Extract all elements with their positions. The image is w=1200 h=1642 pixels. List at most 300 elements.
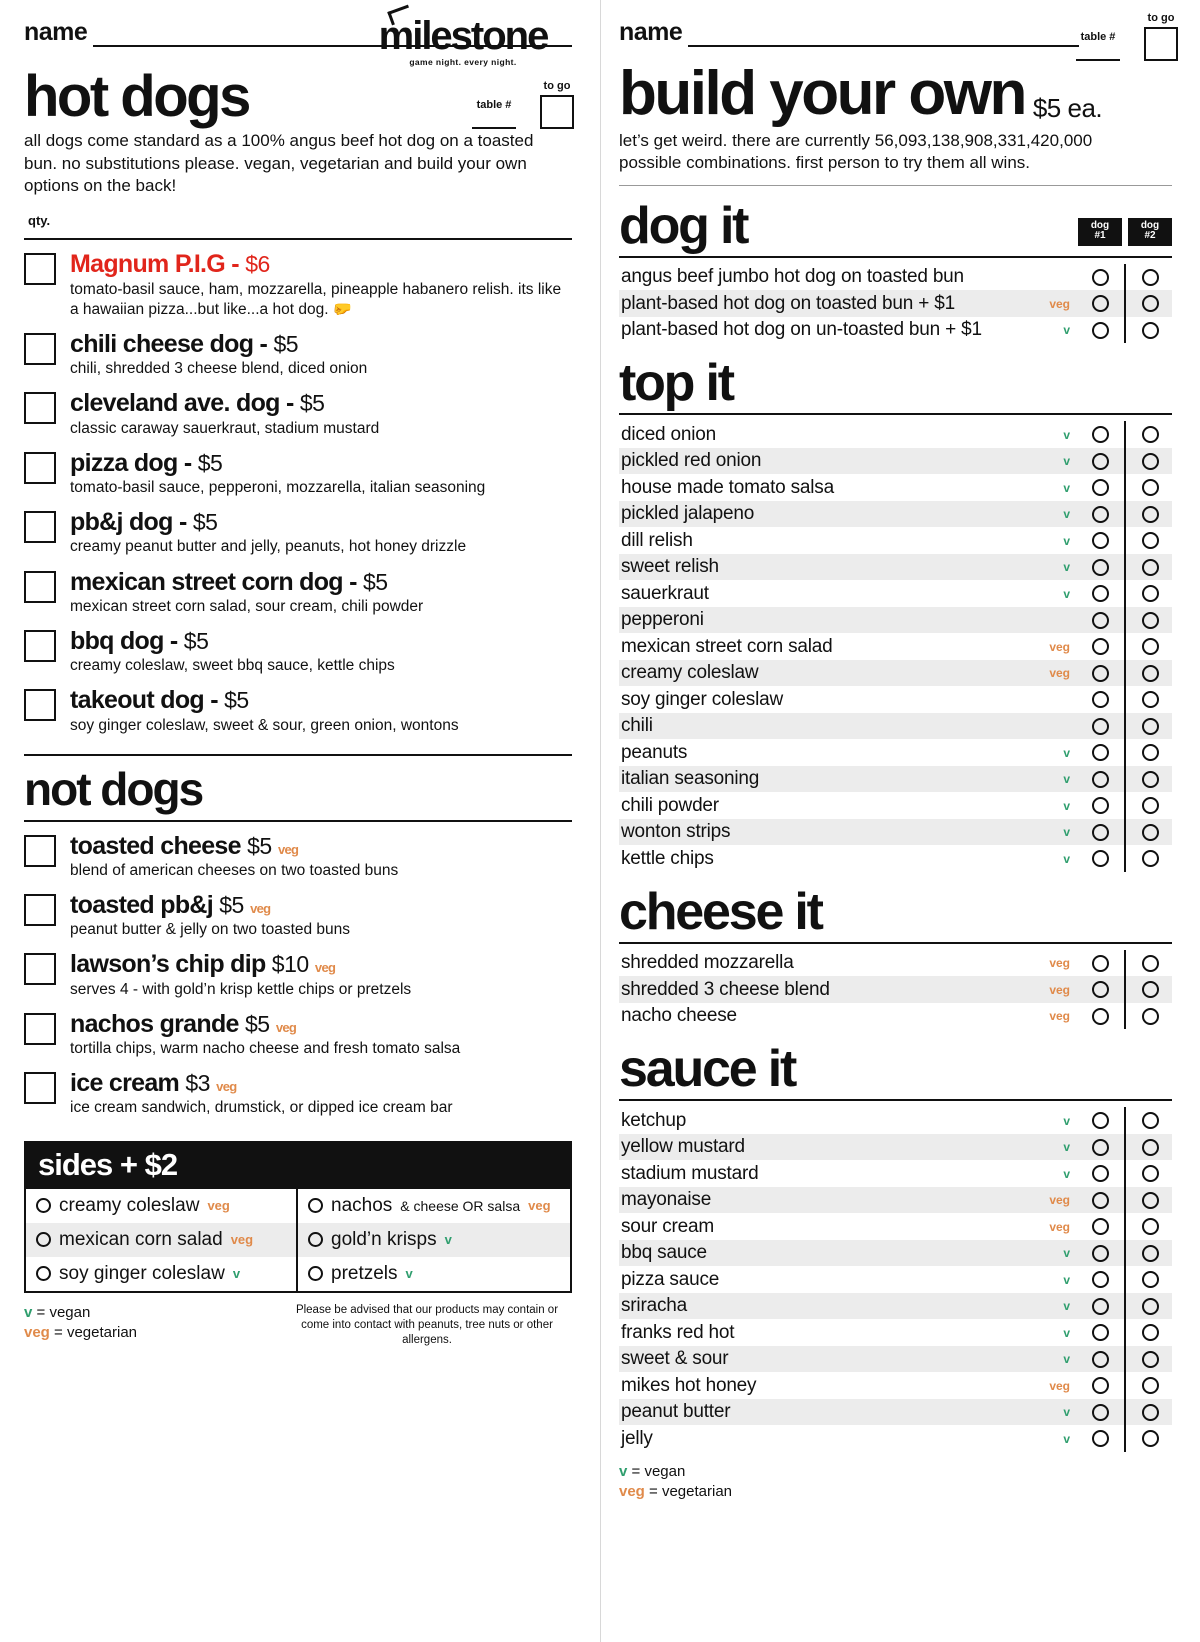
dog-2-bubble[interactable] [1128,1165,1172,1182]
option-list [619,1107,1172,1452]
side-extra: & cheese OR salsa [400,1197,521,1214]
build-option-row [619,1399,1172,1426]
column-divider [1124,448,1126,475]
dog-1-bubble[interactable] [1078,850,1122,867]
item-price: $3 [185,1070,210,1097]
item-price: $5 [247,832,272,859]
dog-2-bubble[interactable] [1128,585,1172,602]
column-divider [1124,421,1126,448]
name-input-line[interactable] [688,25,1079,47]
name-label: name [619,18,683,46]
option-diet-tag: v [1063,1166,1070,1181]
not-dogs-list [24,833,572,1119]
item-price: $6 [245,251,270,278]
item-checkbox[interactable] [24,1072,56,1104]
build-option-row [619,713,1172,740]
column-divider [1124,633,1126,660]
side-radio[interactable] [308,1198,323,1213]
column-divider [1124,1134,1126,1161]
item-description: peanut butter & jelly on two toasted buns [70,921,351,939]
dog-1-bubble[interactable] [1078,1404,1122,1421]
option-label: pepperoni [621,609,704,631]
option-diet-tag: v [1063,745,1070,760]
dog-1-bubble[interactable] [1078,532,1122,549]
dog-1-bubble[interactable] [1078,1245,1122,1262]
dog-2-bubble[interactable] [1128,1404,1172,1421]
side-label: pretzels [331,1262,398,1284]
column-divider [1124,1160,1126,1187]
item-description: chili, shredded 3 cheese blend, diced onion [70,360,368,378]
menu-item [24,833,572,881]
item-name: nachos grande $5 veg [70,1009,297,1038]
item-diet-tag: veg [275,1019,297,1035]
dog-2-bubble[interactable] [1128,1377,1172,1394]
dog-2-bubble[interactable] [1128,824,1172,841]
qty-label: qty. [28,213,51,229]
dog-1-bubble[interactable] [1078,1351,1122,1368]
option-diet-tag: v [1063,533,1070,548]
column-divider [1124,474,1126,501]
name-label: name [24,18,88,46]
build-option-row [619,1107,1172,1134]
build-option-row [619,1266,1172,1293]
dog-1-bubble[interactable] [1078,691,1122,708]
dog-2-column-header: dog #2 [1128,218,1172,246]
option-diet-tag: v [1063,1405,1070,1420]
dog-2-bubble[interactable] [1128,532,1172,549]
brand-logo [378,16,548,67]
divider [619,185,1172,186]
item-description: creamy coleslaw, sweet bbq sauce, kettle chips [70,657,395,675]
option-label: shredded 3 cheese blend [621,978,830,1000]
build-option-row [619,1213,1172,1240]
legend-vegan-text: = vegan [36,1303,91,1321]
left-table-togo [472,80,574,129]
build-option-row [619,421,1172,448]
option-label: sour cream [621,1215,715,1237]
dog-1-bubble[interactable] [1078,797,1122,814]
build-option-row [619,1372,1172,1399]
item-name: mexican street corn dog - $5 [70,567,388,596]
table-number-field[interactable] [472,99,516,129]
column-divider [1124,554,1126,581]
legend-left [24,1303,137,1344]
menu-item [24,331,572,379]
dog-1-bubble[interactable] [1078,1139,1122,1156]
build-option-row [619,1160,1172,1187]
dog-2-bubble[interactable] [1128,453,1172,470]
option-label: plant-based hot dog on un-toasted bun + $1 [621,319,982,341]
option-label: angus beef jumbo hot dog on toasted bun [621,266,964,288]
menu-item [24,450,572,498]
build-option-row [619,580,1172,607]
dog-2-bubble[interactable] [1128,797,1172,814]
item-name: cleveland ave. dog - $5 [70,389,325,418]
dog-2-bubble[interactable] [1128,1139,1172,1156]
column-divider [1124,660,1126,687]
option-label: diced onion [621,423,716,445]
item-price: $5 [273,330,299,357]
menu-item [24,1070,572,1118]
dog-2-bubble[interactable] [1128,1112,1172,1129]
option-label: sweet & sour [621,1348,729,1370]
item-checkbox[interactable] [24,392,56,424]
item-price: $10 [271,951,309,978]
build-option-row [619,290,1172,317]
not-dogs-title: not dogs [24,762,203,815]
column-divider [1124,1266,1126,1293]
column-divider [1124,1187,1126,1214]
togo-field[interactable] [1144,12,1178,61]
build-option-row [619,1319,1172,1346]
divider [619,256,1172,258]
option-diet-tag: v [1063,1113,1070,1128]
dog-1-bubble[interactable] [1078,453,1122,470]
item-description: blend of american cheeses on two toasted buns [70,861,399,879]
option-label: peanut butter [621,1401,731,1423]
hot-dogs-list [24,251,572,735]
option-diet-tag: veg [1049,956,1070,971]
item-checkbox[interactable] [24,1013,56,1045]
legend-veg-text: = vegetarian [649,1483,733,1501]
item-price: $5 [192,509,218,536]
build-option-row [619,474,1172,501]
sides-box [24,1141,572,1293]
dog-2-bubble[interactable] [1128,850,1172,867]
dog-1-bubble[interactable] [1078,1112,1122,1129]
dog-2-bubble[interactable] [1128,1192,1172,1209]
legend-veg-text: = vegetarian [54,1323,138,1341]
side-radio[interactable] [308,1232,323,1247]
option-label: stadium mustard [621,1162,759,1184]
dog-1-bubble[interactable] [1078,824,1122,841]
build-option-row [619,739,1172,766]
item-price: $5 [219,892,244,919]
menu-item [24,628,572,676]
dog-2-bubble[interactable] [1128,981,1172,998]
item-name: chili cheese dog - $5 [70,329,299,358]
option-label: bbq sauce [621,1242,707,1264]
dog-2-bubble[interactable] [1128,1351,1172,1368]
dog-1-bubble[interactable] [1078,744,1122,761]
column-divider [1124,792,1126,819]
togo-label: to go [543,80,571,92]
side-diet-tag: v [232,1266,241,1282]
dog-2-bubble[interactable] [1128,322,1172,339]
item-description: soy ginger coleslaw, sweet & sour, green onion, wontons [70,716,459,734]
name-field-row-right [619,18,1079,47]
option-diet-tag: v [1063,1431,1070,1446]
column-divider [1124,501,1126,528]
option-label: nacho cheese [621,1005,737,1027]
option-diet-tag: v [1063,427,1070,442]
option-label: mayonaise [621,1189,712,1211]
dog-2-bubble[interactable] [1128,1298,1172,1315]
build-option-row [619,950,1172,977]
dog-2-bubble[interactable] [1128,269,1172,286]
option-label: sweet relish [621,556,719,578]
item-diet-tag: veg [216,1079,237,1095]
dog-1-bubble[interactable] [1078,1165,1122,1182]
option-label: sauerkraut [621,582,709,604]
item-description: tortilla chips, warm nacho cheese and fresh tomato salsa [70,1040,461,1058]
dog-1-bubble[interactable] [1078,1192,1122,1209]
dog-1-bubble[interactable] [1078,771,1122,788]
item-description: mexican street corn salad, sour cream, chili powder [70,597,424,615]
item-diet-tag: veg [250,901,271,917]
option-label: peanuts [621,741,688,763]
togo-checkbox[interactable] [540,95,574,129]
togo-label: to go [1147,12,1175,24]
column-divider [1124,976,1126,1003]
build-sections [619,196,1172,1452]
table-number-field[interactable] [1076,31,1120,61]
build-your-own-blurb: let’s get weird. there are currently 56,093,138,908,331,420,000 possible combinations. first person to try them all wins. [619,130,1093,173]
legend-veg-symbol: veg [619,1483,645,1501]
column-divider [1124,1319,1126,1346]
legend-vegan-symbol: v [24,1303,33,1321]
legend-veg-symbol: veg [24,1323,50,1341]
side-option[interactable] [298,1257,570,1291]
option-label: pickled jalapeno [621,503,755,525]
item-name: pizza dog - $5 [70,448,223,477]
menu-item [24,951,572,999]
option-diet-tag: v [1063,1272,1070,1287]
column-divider [1124,1372,1126,1399]
dog-1-bubble[interactable] [1078,479,1122,496]
option-label: jelly [621,1427,653,1449]
dog-2-bubble[interactable] [1128,665,1172,682]
menu-item [24,569,572,617]
option-label: kettle chips [621,847,714,869]
menu-item [24,892,572,940]
item-description: creamy peanut butter and jelly, peanuts, hot honey drizzle [70,538,467,556]
column-divider [1124,317,1126,344]
side-label: mexican corn salad [59,1228,223,1250]
side-diet-tag: veg [207,1198,230,1214]
left-footnote [24,1303,572,1348]
side-option[interactable] [26,1189,296,1223]
column-divider [1124,819,1126,846]
dog-2-bubble[interactable] [1128,718,1172,735]
dog-2-bubble[interactable] [1128,744,1172,761]
dog-2-bubble[interactable] [1128,426,1172,443]
option-diet-tag: veg [1049,1009,1070,1024]
column-divider [1124,1425,1126,1452]
item-description: tomato-basil sauce, ham, mozzarella, pineapple habanero relish. its like a hawaiian pizza...but like...a hot dog. 🤛 [70,280,562,318]
sides-column-left [26,1189,298,1291]
option-label: italian seasoning [621,768,760,790]
build-section [619,196,1172,344]
item-checkbox[interactable] [24,953,56,985]
dog-2-bubble[interactable] [1128,691,1172,708]
menu-item [24,509,572,557]
option-diet-tag: v [1063,798,1070,813]
dog-2-bubble[interactable] [1128,612,1172,629]
dog-1-bubble[interactable] [1078,295,1122,312]
option-list [619,950,1172,1030]
divider [24,238,572,240]
item-description: tomato-basil sauce, pepperoni, mozzarella, italian seasoning [70,478,486,496]
dog-1-bubble[interactable] [1078,1324,1122,1341]
item-checkbox[interactable] [24,452,56,484]
legend-vegan-symbol: v [619,1462,628,1480]
item-description: serves 4 - with gold’n krisp kettle chips or pretzels [70,980,412,998]
option-label: mikes hot honey [621,1374,757,1396]
option-label: chili powder [621,794,719,816]
side-label: soy ginger coleslaw [59,1262,225,1284]
option-label: shredded mozzarella [621,952,794,974]
item-price: $5 [183,627,209,654]
togo-checkbox[interactable] [1144,27,1178,61]
column-divider [1124,1293,1126,1320]
dog-1-bubble[interactable] [1078,585,1122,602]
dog-1-bubble[interactable] [1078,718,1122,735]
dog-2-bubble[interactable] [1128,1218,1172,1235]
build-section [619,882,1172,1030]
item-checkbox[interactable] [24,333,56,365]
dog-1-bubble[interactable] [1078,981,1122,998]
divider [619,1099,1172,1101]
dog-2-bubble[interactable] [1128,295,1172,312]
build-option-row [619,1293,1172,1320]
build-option-row [619,845,1172,872]
side-radio[interactable] [36,1198,51,1213]
side-label: creamy coleslaw [59,1194,200,1216]
option-diet-tag: veg [1049,639,1070,654]
dog-2-bubble[interactable] [1128,506,1172,523]
item-checkbox[interactable] [24,511,56,543]
section-title: sauce it [619,1040,796,1099]
dog-1-bubble[interactable] [1078,506,1122,523]
build-your-own-price: $5 ea. [1032,92,1103,123]
dog-2-bubble[interactable] [1128,1008,1172,1025]
option-diet-tag: v [1063,323,1070,338]
dog-1-bubble[interactable] [1078,1271,1122,1288]
dog-2-bubble[interactable] [1128,479,1172,496]
dog-1-bubble[interactable] [1078,322,1122,339]
dog-2-bubble[interactable] [1128,559,1172,576]
dog-1-bubble[interactable] [1078,612,1122,629]
build-option-row [619,660,1172,687]
option-diet-tag: veg [1049,296,1070,311]
dog-2-bubble[interactable] [1128,1245,1172,1262]
section-title: dog it [619,196,748,255]
option-diet-tag: v [1063,1352,1070,1367]
option-diet-tag: v [1063,1246,1070,1261]
item-checkbox[interactable] [24,689,56,721]
option-diet-tag: veg [1049,1193,1070,1208]
item-name: takeout dog - $5 [70,686,249,715]
option-diet-tag: v [1063,560,1070,575]
dog-2-bubble[interactable] [1128,638,1172,655]
item-name: bbq dog - $5 [70,626,209,655]
side-radio[interactable] [36,1232,51,1247]
dog-1-bubble[interactable] [1078,269,1122,286]
menu-item [24,1011,572,1059]
item-checkbox[interactable] [24,630,56,662]
item-checkbox[interactable] [24,253,56,285]
side-option[interactable] [26,1257,296,1291]
table-number-line[interactable] [1076,45,1120,61]
dog-1-bubble[interactable] [1078,1298,1122,1315]
build-option-row [619,501,1172,528]
side-label: nachos [331,1194,393,1216]
option-diet-tag: v [1063,1140,1070,1155]
side-option[interactable] [26,1223,296,1257]
dog-1-bubble[interactable] [1078,559,1122,576]
dog-2-bubble[interactable] [1128,1271,1172,1288]
item-description: classic caraway sauerkraut, stadium mustard [70,419,380,437]
option-label: dill relish [621,529,693,551]
option-diet-tag: v [1063,1299,1070,1314]
column-divider [1124,264,1126,291]
dog-1-bubble[interactable] [1078,1377,1122,1394]
hot-dogs-blurb: all dogs come standard as a 100% angus beef hot dog on a toasted bun. no substitutions please. vegan, vegetarian and build your own options on the back! [24,131,534,195]
item-description: ice cream sandwich, drumstick, or dipped ice cream bar [70,1099,453,1117]
dog-2-bubble[interactable] [1128,955,1172,972]
column-divider [1124,686,1126,713]
dog-1-bubble[interactable] [1078,1430,1122,1447]
dog-1-bubble[interactable] [1078,638,1122,655]
option-list [619,421,1172,872]
build-option-row [619,976,1172,1003]
option-diet-tag: v [1063,586,1070,601]
build-option-row [619,766,1172,793]
option-label: chili [621,715,653,737]
column-divider [1124,1240,1126,1267]
item-name: Magnum P.I.G - $6 [70,250,270,279]
dog-1-column-header: dog #1 [1078,218,1122,246]
dog-1-bubble[interactable] [1078,955,1122,972]
option-label: franks red hot [621,1321,735,1343]
side-option[interactable] [298,1189,570,1223]
dog-2-bubble[interactable] [1128,1430,1172,1447]
dog-1-bubble[interactable] [1078,665,1122,682]
hot-dogs-title: hot dogs [24,64,249,129]
side-radio[interactable] [308,1266,323,1281]
dog-1-bubble[interactable] [1078,426,1122,443]
option-diet-tag: v [1063,1325,1070,1340]
table-number-line[interactable] [472,113,516,129]
dog-1-bubble[interactable] [1078,1008,1122,1025]
option-diet-tag: veg [1049,1378,1070,1393]
option-label: wonton strips [621,821,731,843]
item-checkbox[interactable] [24,571,56,603]
side-option[interactable] [298,1223,570,1257]
build-option-row [619,554,1172,581]
dog-1-bubble[interactable] [1078,1218,1122,1235]
build-option-row [619,448,1172,475]
item-checkbox[interactable] [24,835,56,867]
build-option-row [619,1187,1172,1214]
option-diet-tag: veg [1049,1219,1070,1234]
side-diet-tag: v [405,1266,413,1282]
dog-2-bubble[interactable] [1128,1324,1172,1341]
build-your-own-title: build your own [619,59,1025,128]
build-section [619,354,1172,872]
dog-2-bubble[interactable] [1128,771,1172,788]
table-number-label: table # [1080,31,1116,43]
side-radio[interactable] [36,1266,51,1281]
togo-field[interactable] [540,80,574,129]
column-divider [1124,766,1126,793]
item-checkbox[interactable] [24,894,56,926]
option-label: creamy coleslaw [621,662,759,684]
option-diet-tag: v [1063,772,1070,787]
item-name: lawson’s chip dip $10 veg [70,950,336,979]
build-option-row [619,607,1172,634]
